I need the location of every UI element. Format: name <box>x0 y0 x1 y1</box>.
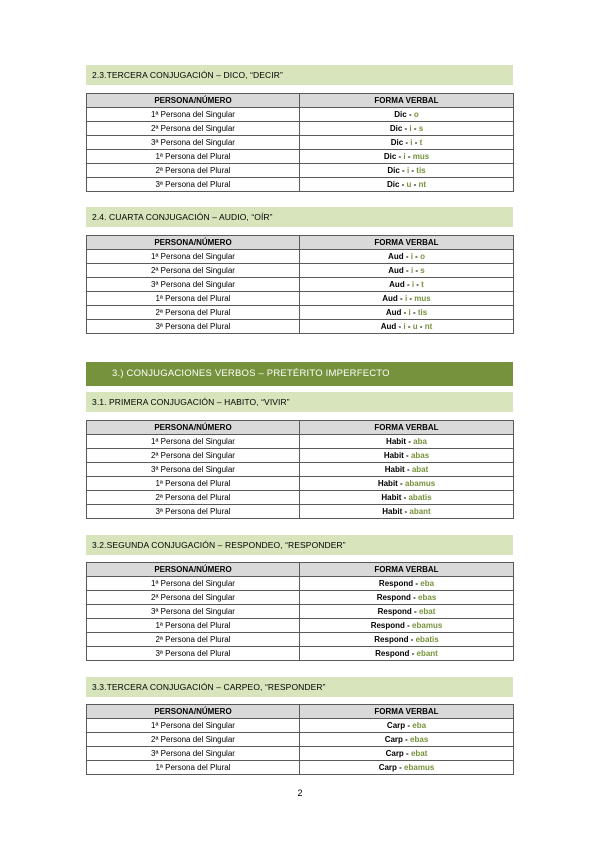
verb-separator: - <box>411 123 419 133</box>
verb-separator: - <box>417 321 425 331</box>
verb-stem: Carp <box>386 720 406 730</box>
column-header-form: FORMA VERBAL <box>300 236 514 250</box>
verb-ending: u <box>406 179 412 189</box>
person-cell: 3ª Persona del Singular <box>87 463 300 477</box>
verb-stem: Dic <box>383 151 397 161</box>
verb-separator: - <box>405 321 413 331</box>
verb-separator: - <box>403 450 411 460</box>
person-cell: 1ª Persona del Singular <box>87 719 300 733</box>
verb-separator: - <box>409 165 417 175</box>
table-row <box>87 150 514 164</box>
person-cell: 3ª Persona del Plural <box>87 505 300 519</box>
table-row <box>87 122 514 136</box>
verb-stem: Dic <box>386 179 400 189</box>
column-header-person: PERSONA/NÚMERO <box>87 94 300 108</box>
verb-stem: Carp <box>384 734 403 744</box>
verb-separator: - <box>403 137 411 147</box>
verb-ending: o <box>420 251 425 261</box>
verb-separator: - <box>413 265 421 275</box>
person-cell: 3ª Persona del Singular <box>87 747 300 761</box>
table-header-row <box>87 563 514 577</box>
verb-separator: - <box>412 137 420 147</box>
column-header-person: PERSONA/NÚMERO <box>87 421 300 435</box>
table-row <box>87 250 514 264</box>
verb-separator: - <box>405 720 413 730</box>
person-cell: 2ª Persona del Singular <box>87 264 300 278</box>
verb-separator: - <box>401 492 409 502</box>
person-cell: 1ª Persona del Singular <box>87 577 300 591</box>
verb-ending: s <box>420 265 425 275</box>
table-row <box>87 264 514 278</box>
verb-ending: nt <box>418 179 427 189</box>
table-header-row <box>87 421 514 435</box>
verb-ending: t <box>421 279 424 289</box>
verb-stem: Aud <box>389 279 405 289</box>
verb-stem: Habit <box>377 478 398 488</box>
verb-form-cell <box>300 605 514 619</box>
column-header-form: FORMA VERBAL <box>300 705 514 719</box>
verb-ending: ebas <box>418 592 437 602</box>
verb-form-cell <box>300 505 514 519</box>
verb-separator: - <box>403 265 411 275</box>
verb-ending: i <box>403 151 406 161</box>
verb-separator: - <box>412 251 421 261</box>
person-cell: 1ª Persona del Singular <box>87 108 300 122</box>
verb-form-cell <box>300 747 514 761</box>
verb-stem: Respond <box>370 620 405 630</box>
verb-ending: o <box>413 109 419 119</box>
person-cell: 2ª Persona del Plural <box>87 633 300 647</box>
verb-form-cell <box>300 150 514 164</box>
verb-ending: ebamus <box>404 762 435 772</box>
table-row <box>87 605 514 619</box>
person-cell: 3ª Persona del Plural <box>87 647 300 661</box>
table-row <box>87 292 514 306</box>
verb-separator: - <box>396 762 405 772</box>
table-row <box>87 435 514 449</box>
table-row <box>87 505 514 519</box>
person-cell: 1ª Persona del Singular <box>87 435 300 449</box>
verb-separator: - <box>399 179 407 189</box>
verb-form-cell <box>300 761 514 775</box>
verb-form-cell <box>300 619 514 633</box>
table-row <box>87 761 514 775</box>
verb-form-cell <box>300 250 514 264</box>
section-heading-2-4: 2.4. CUARTA CONJUGACIÓN – AUDIO, “OÍR” <box>86 207 513 227</box>
verb-separator: - <box>406 109 414 119</box>
verb-form-cell <box>300 633 514 647</box>
verb-separator: - <box>407 293 415 303</box>
table-row <box>87 449 514 463</box>
verb-separator: - <box>396 151 404 161</box>
verb-stem: Habit <box>382 506 403 516</box>
column-header-person: PERSONA/NÚMERO <box>87 705 300 719</box>
verb-ending: abamus <box>404 478 436 488</box>
verb-stem: Respond <box>375 648 410 658</box>
verb-stem: Carp <box>385 748 404 758</box>
verb-stem: Habit <box>384 464 405 474</box>
table-row <box>87 733 514 747</box>
verb-separator: - <box>396 321 404 331</box>
table-row <box>87 633 514 647</box>
verb-separator: - <box>402 123 410 133</box>
verb-stem: Carp <box>378 762 397 772</box>
verb-separator: - <box>410 307 418 317</box>
verb-ending: ebant <box>416 648 438 658</box>
section-heading-3-1: 3.1. PRIMERA CONJUGACIÓN – HABITO, “VIVIR” <box>86 392 513 412</box>
verb-separator: - <box>402 734 411 744</box>
person-cell: 1ª Persona del Singular <box>87 250 300 264</box>
person-cell: 3ª Persona del Singular <box>87 605 300 619</box>
verb-form-cell <box>300 491 514 505</box>
verb-separator: - <box>410 592 419 602</box>
verb-form-cell <box>300 122 514 136</box>
verb-stem: Dic <box>387 165 400 175</box>
verb-form-cell <box>300 463 514 477</box>
verb-stem: Habit <box>386 436 407 446</box>
person-cell: 3ª Persona del Singular <box>87 278 300 292</box>
person-cell: 2ª Persona del Singular <box>87 733 300 747</box>
verb-separator: - <box>399 165 407 175</box>
verb-stem: Dic <box>390 137 404 147</box>
verb-ending: i <box>408 307 411 317</box>
column-header-form: FORMA VERBAL <box>300 421 514 435</box>
person-cell: 1ª Persona del Plural <box>87 477 300 491</box>
verb-separator: - <box>405 151 413 161</box>
table-row <box>87 591 514 605</box>
verb-separator: - <box>408 634 416 644</box>
table-row <box>87 647 514 661</box>
verb-ending: s <box>418 123 424 133</box>
verb-ending: i <box>404 293 408 303</box>
verb-separator: - <box>413 578 421 588</box>
person-cell: 1ª Persona del Plural <box>87 150 300 164</box>
verb-stem: Dic <box>394 109 407 119</box>
verb-form-cell <box>300 577 514 591</box>
person-cell: 2ª Persona del Plural <box>87 164 300 178</box>
person-cell: 2ª Persona del Plural <box>87 306 300 320</box>
verb-ending: eba <box>412 720 427 730</box>
conjugation-table-3-2 <box>86 562 514 661</box>
verb-form-cell <box>300 264 514 278</box>
verb-stem: Dic <box>389 123 403 133</box>
table-row <box>87 491 514 505</box>
verb-ending: i <box>403 321 406 331</box>
verb-ending: ebat <box>410 748 428 758</box>
verb-separator: - <box>411 179 419 189</box>
verb-separator: - <box>404 464 412 474</box>
person-cell: 2ª Persona del Plural <box>87 491 300 505</box>
person-cell: 1ª Persona del Plural <box>87 292 300 306</box>
person-cell: 1ª Persona del Plural <box>87 761 300 775</box>
verb-stem: Respond <box>377 606 412 616</box>
section-heading-3-3: 3.3.TERCERA CONJUGACIÓN – CARPEO, “RESPONDER” <box>86 677 513 697</box>
verb-ending: i <box>410 265 414 275</box>
table-header-row <box>87 705 514 719</box>
verb-ending: t <box>419 137 423 147</box>
verb-form-cell <box>300 477 514 491</box>
verb-stem: Aud <box>388 251 404 261</box>
verb-stem: Respond <box>376 592 411 602</box>
verb-separator: - <box>404 279 412 289</box>
verb-separator: - <box>404 620 413 630</box>
verb-form-cell <box>300 178 514 192</box>
conjugation-table-2-4 <box>86 235 514 334</box>
verb-stem: Respond <box>374 634 409 644</box>
table-header-row <box>87 236 514 250</box>
table-header-row <box>87 94 514 108</box>
verb-stem: Habit <box>381 492 402 502</box>
person-cell: 3ª Persona del Plural <box>87 178 300 192</box>
verb-separator: - <box>409 648 417 658</box>
verb-ending: u <box>412 321 418 331</box>
table-row <box>87 278 514 292</box>
table-row <box>87 136 514 150</box>
verb-ending: ebamus <box>412 620 443 630</box>
table-row <box>87 108 514 122</box>
verb-form-cell <box>300 733 514 747</box>
table-row <box>87 463 514 477</box>
verb-stem: Aud <box>385 307 402 317</box>
table-row <box>87 306 514 320</box>
verb-ending: i <box>410 137 413 147</box>
verb-ending: mus <box>414 293 431 303</box>
verb-ending: abant <box>409 506 431 516</box>
verb-stem: Aud <box>380 321 397 331</box>
verb-separator: - <box>411 606 419 616</box>
verb-separator: - <box>402 506 410 516</box>
verb-stem: Aud <box>382 293 398 303</box>
verb-ending: nt <box>424 321 433 331</box>
verb-ending: tis <box>416 165 426 175</box>
conjugation-table-3-3 <box>86 704 514 775</box>
column-header-form: FORMA VERBAL <box>300 563 514 577</box>
verb-form-cell <box>300 278 514 292</box>
verb-form-cell <box>300 435 514 449</box>
verb-form-cell <box>300 164 514 178</box>
verb-form-cell <box>300 292 514 306</box>
table-row <box>87 619 514 633</box>
table-row <box>87 747 514 761</box>
verb-form-cell <box>300 719 514 733</box>
column-header-person: PERSONA/NÚMERO <box>87 563 300 577</box>
verb-ending: ebas <box>410 734 429 744</box>
table-row <box>87 577 514 591</box>
verb-separator: - <box>397 478 405 488</box>
verb-form-cell <box>300 136 514 150</box>
verb-ending: abas <box>410 450 430 460</box>
verb-ending: abat <box>411 464 429 474</box>
verb-separator: - <box>403 748 411 758</box>
verb-ending: i <box>409 123 412 133</box>
conjugation-table-2-3 <box>86 93 514 192</box>
person-cell: 2ª Persona del Singular <box>87 122 300 136</box>
verb-ending: mus <box>412 151 430 161</box>
table-row <box>87 178 514 192</box>
verb-ending: i <box>411 279 415 289</box>
person-cell: 1ª Persona del Plural <box>87 619 300 633</box>
verb-ending: aba <box>413 436 427 446</box>
section-heading-3-2: 3.2.SEGUNDA CONJUGACIÓN – RESPONDEO, “RESPONDER” <box>86 535 513 555</box>
table-row <box>87 164 514 178</box>
verb-ending: abatis <box>408 492 432 502</box>
person-cell: 2ª Persona del Singular <box>87 449 300 463</box>
verb-ending: i <box>410 251 413 261</box>
verb-stem: Respond <box>378 578 414 588</box>
verb-separator: - <box>397 293 405 303</box>
verb-form-cell <box>300 647 514 661</box>
column-header-form: FORMA VERBAL <box>300 94 514 108</box>
column-header-person: PERSONA/NÚMERO <box>87 236 300 250</box>
verb-ending: tis <box>417 307 428 317</box>
verb-form-cell <box>300 449 514 463</box>
main-heading-3: 3.) CONJUGACIONES VERBOS – PRETÉRITO IMPERFECTO <box>86 362 513 386</box>
verb-form-cell <box>300 108 514 122</box>
verb-ending: ebatis <box>415 634 439 644</box>
table-row <box>87 320 514 334</box>
verb-ending: eba <box>420 578 435 588</box>
page-number: 2 <box>297 788 303 798</box>
verb-stem: Aud <box>388 265 404 275</box>
person-cell: 3ª Persona del Plural <box>87 320 300 334</box>
verb-separator: - <box>414 279 422 289</box>
table-row <box>87 719 514 733</box>
section-heading-2-3: 2.3.TERCERA CONJUGACIÓN – DICO, “DECIR” <box>86 65 513 85</box>
table-row <box>87 477 514 491</box>
verb-separator: - <box>401 307 409 317</box>
verb-stem: Habit <box>383 450 404 460</box>
verb-form-cell <box>300 591 514 605</box>
verb-ending: ebat <box>418 606 436 616</box>
person-cell: 2ª Persona del Singular <box>87 591 300 605</box>
verb-separator: - <box>406 436 414 446</box>
conjugation-table-3-1 <box>86 420 514 519</box>
person-cell: 3ª Persona del Singular <box>87 136 300 150</box>
verb-form-cell <box>300 306 514 320</box>
verb-ending: i <box>406 165 410 175</box>
verb-form-cell <box>300 320 514 334</box>
verb-separator: - <box>403 251 411 261</box>
